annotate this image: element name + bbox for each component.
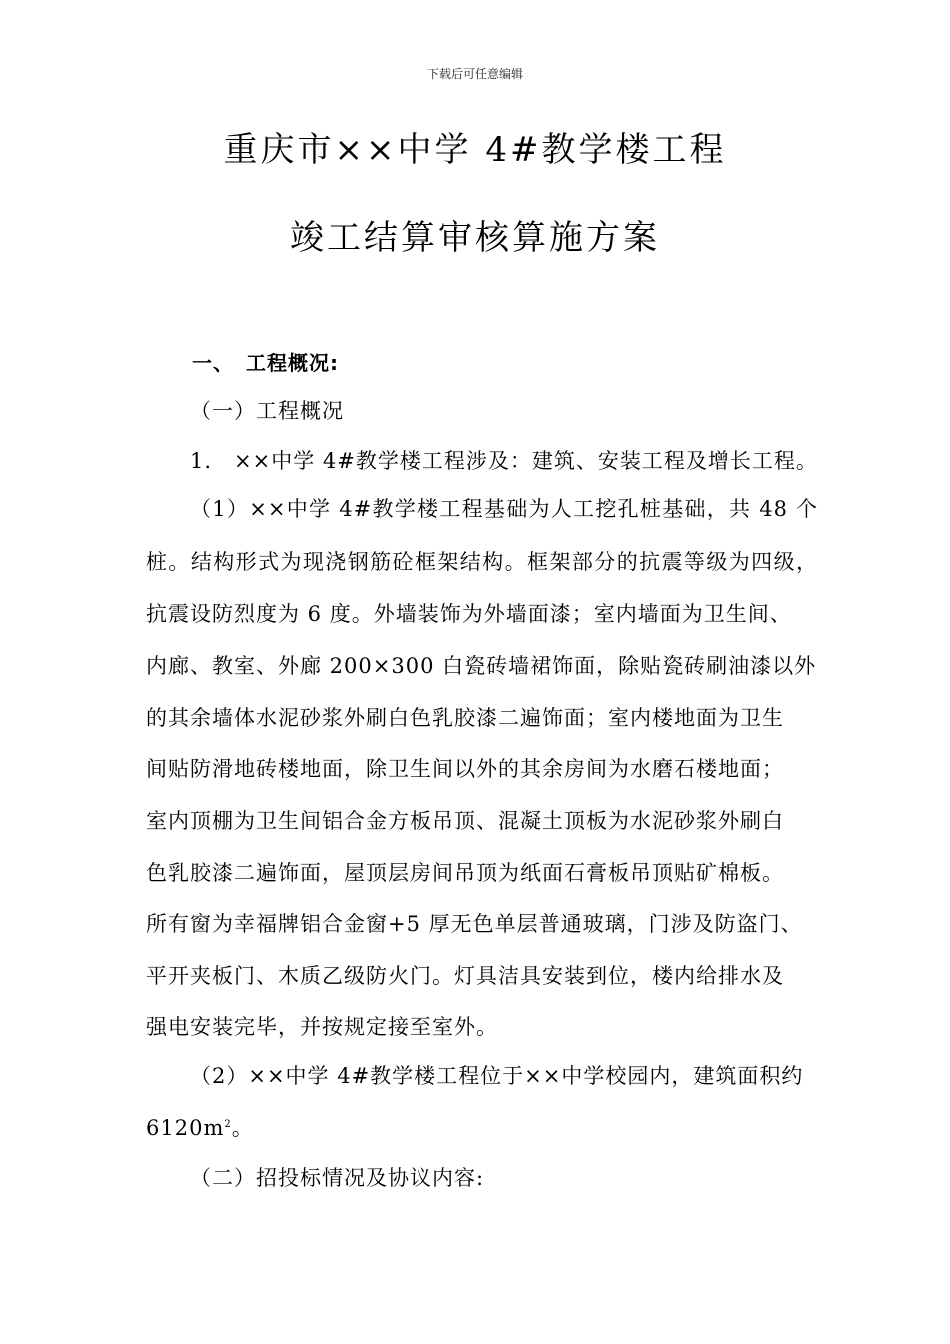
section-number: 一、 xyxy=(192,351,234,375)
paragraph-line: 抗震设防烈度为 6 度。外墙装饰为外墙面漆；室内墙面为卫生间、 xyxy=(146,602,792,626)
paragraph-line: 平开夹板门、木质乙级防火门。灯具洁具安装到位，楼内给排水及 xyxy=(146,964,784,988)
header-note: 下载后可任意编辑 xyxy=(426,67,523,81)
area-number: 6120m xyxy=(146,1116,225,1140)
subsection-heading-1: （一）工程概况 xyxy=(190,399,344,423)
section-heading xyxy=(192,348,339,378)
paragraph-line: 内廊、教室、外廊 200×300 白瓷砖墙裙饰面，除贴瓷砖刷油漆以外 xyxy=(146,654,817,678)
area-suffix: 。 xyxy=(231,1116,254,1140)
area-value xyxy=(146,1113,254,1143)
paragraph-line: 强电安装完毕，并按规定接至室外。 xyxy=(146,1015,498,1039)
paragraph-line: 室内顶棚为卫生间铝合金方板吊顶、混凝土顶板为水泥砂浆外刷白 xyxy=(146,809,784,833)
subsection-heading-2: （二）招投标情况及协议内容: xyxy=(190,1166,485,1190)
paragraph-line: 所有窗为幸福牌铝合金窗+5 厚无色单层普通玻璃，门涉及防盗门、 xyxy=(146,912,803,936)
paragraph-line: 色乳胶漆二遍饰面，屋顶层房间吊顶为纸面石膏板吊顶贴矿棉板。 xyxy=(146,861,784,885)
paragraph-line: 的其余墙体水泥砂浆外刷白色乳胶漆二遍饰面；室内楼地面为卫生 xyxy=(146,706,784,730)
document-title-line-1: 重庆市××中学 4#教学楼工程 xyxy=(223,130,727,170)
section-label: 工程概况: xyxy=(246,351,339,375)
area-exponent: 2 xyxy=(224,1119,232,1130)
list-item-1: 1. ××中学 4#教学楼工程涉及：建筑、安装工程及增长工程。 xyxy=(190,449,818,473)
paragraph-line: 桩。结构形式为现浇钢筋砼框架结构。框架部分的抗震等级为四级， xyxy=(146,550,818,574)
document-title-line-2: 竣工结算审核算施方案 xyxy=(290,218,660,258)
paragraph-line: （1）××中学 4#教学楼工程基础为人工挖孔桩基础，共 48 个 xyxy=(190,497,818,521)
paragraph-line: 间贴防滑地砖楼地面，除卫生间以外的其余房间为水磨石楼地面； xyxy=(146,757,784,781)
paragraph-line: （2）××中学 4#教学楼工程位于××中学校园内，建筑面积约 xyxy=(190,1064,804,1088)
